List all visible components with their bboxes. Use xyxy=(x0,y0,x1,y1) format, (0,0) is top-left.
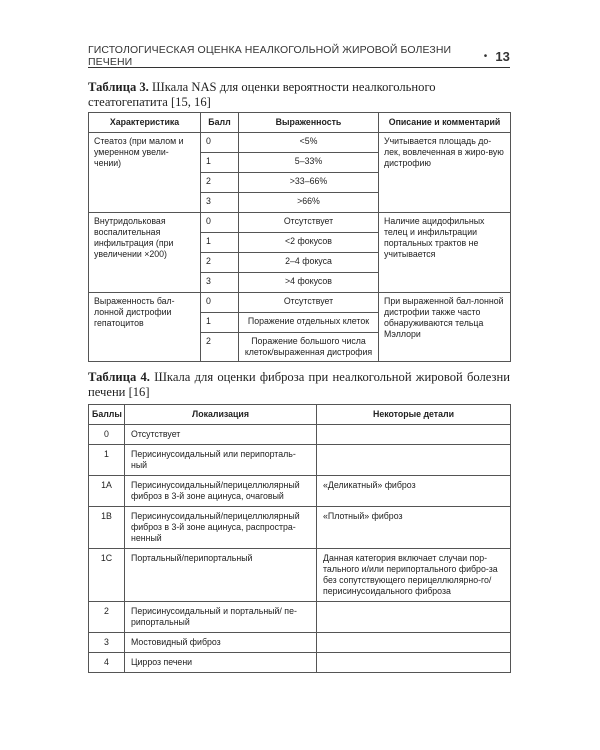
details-cell xyxy=(317,653,511,673)
severity-cell: >33–66% xyxy=(239,173,379,193)
table-row xyxy=(89,133,511,153)
score-cell: 2 xyxy=(89,602,125,633)
details-cell xyxy=(317,425,511,445)
severity-cell: Отсутствует xyxy=(239,293,379,313)
table3-col-header: Характеристика xyxy=(89,113,201,133)
severity-cell: Отсутствует xyxy=(239,213,379,233)
running-header-title: ГИСТОЛОГИЧЕСКАЯ ОЦЕНКА НЕАЛКОГОЛЬНОЙ ЖИРОВОЙ БОЛЕЗНИ ПЕЧЕНИ xyxy=(88,44,452,68)
table3-col-header: Выраженность xyxy=(239,113,379,133)
page-number: 13 xyxy=(495,48,510,64)
table-row xyxy=(89,476,511,507)
table-row xyxy=(89,445,511,476)
details-cell xyxy=(317,602,511,633)
table3-header-row xyxy=(89,113,511,133)
details-cell xyxy=(317,633,511,653)
score-cell: 2 xyxy=(201,173,239,193)
fibrosis-score-table xyxy=(88,404,511,673)
score-cell: 0 xyxy=(201,293,239,313)
comment-cell: Учитывается площадь до-лек, вовлеченная в жиро-вую дистрофию xyxy=(379,133,511,213)
severity-cell: <2 фокусов xyxy=(239,233,379,253)
severity-cell: <5% xyxy=(239,133,379,153)
nas-score-table xyxy=(88,112,511,362)
details-cell xyxy=(317,445,511,476)
score-cell: 0 xyxy=(201,213,239,233)
table-row xyxy=(89,213,511,233)
score-cell: 2 xyxy=(201,333,239,362)
score-cell: 3 xyxy=(201,273,239,293)
score-cell: 1B xyxy=(89,507,125,549)
score-cell: 0 xyxy=(201,133,239,153)
location-cell: Перисинусоидальный/перицеллюлярный фиброз в 3-й зоне ацинуса, очаговый xyxy=(125,476,317,507)
score-cell: 3 xyxy=(89,633,125,653)
score-cell: 1 xyxy=(201,153,239,173)
severity-cell: >66% xyxy=(239,193,379,213)
location-cell: Портальный/перипортальный xyxy=(125,549,317,602)
details-cell: Данная категория включает случаи пор-тального и/или перипортального фибро-за без сопутствующего перицеллюлярно-го/перисинусоидального фиброза xyxy=(317,549,511,602)
table-row xyxy=(89,633,511,653)
score-cell: 4 xyxy=(89,653,125,673)
feature-cell: Внутридольковая воспалительная инфильтрация (при увеличении ×200) xyxy=(89,213,201,293)
score-cell: 1A xyxy=(89,476,125,507)
severity-cell: >4 фокусов xyxy=(239,273,379,293)
score-cell: 1C xyxy=(89,549,125,602)
table-row xyxy=(89,425,511,445)
table4-col-header: Баллы xyxy=(89,405,125,425)
severity-cell: Поражение отдельных клеток xyxy=(239,313,379,333)
table4-caption xyxy=(88,370,510,400)
table-row xyxy=(89,293,511,313)
table3-col-header: Балл xyxy=(201,113,239,133)
table4-col-header: Некоторые детали xyxy=(317,405,511,425)
location-cell: Перисинусоидальный или перипорталь-ный xyxy=(125,445,317,476)
table3-col-header: Описание и комментарий xyxy=(379,113,511,133)
table3-caption xyxy=(88,80,510,110)
table-row xyxy=(89,602,511,633)
location-cell: Мостовидный фиброз xyxy=(125,633,317,653)
table4-col-header: Локализация xyxy=(125,405,317,425)
header-bullet: • xyxy=(483,50,488,62)
feature-cell: Выраженность бал-лонной дистрофии гепатоцитов xyxy=(89,293,201,362)
location-cell: Перисинусоидальный и портальный/ пе-рипортальный xyxy=(125,602,317,633)
table-row xyxy=(89,507,511,549)
table4-caption-text: Шкала для оценки фиброза при неалкогольной жировой болезни печени [16] xyxy=(88,370,510,399)
score-cell: 3 xyxy=(201,193,239,213)
details-cell: «Плотный» фиброз xyxy=(317,507,511,549)
location-cell: Перисинусоидальный/перицеллюлярный фиброз в 3-й зоне ацинуса, распростра-ненный xyxy=(125,507,317,549)
score-cell: 0 xyxy=(89,425,125,445)
table3-caption-label: Таблица 3. xyxy=(88,80,149,94)
details-cell: «Деликатный» фиброз xyxy=(317,476,511,507)
severity-cell: 2–4 фокуса xyxy=(239,253,379,273)
severity-cell: Поражение большого числа клеток/выраженная дистрофия xyxy=(239,333,379,362)
running-header xyxy=(88,46,510,66)
comment-cell: При выраженной бал-лонной дистрофии также часто обнаруживаются тельца Мэллори xyxy=(379,293,511,362)
score-cell: 2 xyxy=(201,253,239,273)
location-cell: Цирроз печени xyxy=(125,653,317,673)
table3-caption-text: Шкала NAS для оценки вероятности неалкогольного стеатогепатита [15, 16] xyxy=(88,80,436,109)
score-cell: 1 xyxy=(201,233,239,253)
feature-cell: Стеатоз (при малом и умеренном увели-чении) xyxy=(89,133,201,213)
location-cell: Отсутствует xyxy=(125,425,317,445)
table4-caption-label: Таблица 4. xyxy=(88,370,150,384)
severity-cell: 5–33% xyxy=(239,153,379,173)
comment-cell: Наличие ацидофильных телец и инфильтрации портальных трактов не учитывается xyxy=(379,213,511,293)
score-cell: 1 xyxy=(89,445,125,476)
header-rule xyxy=(88,67,510,68)
table-row xyxy=(89,549,511,602)
table4-header-row xyxy=(89,405,511,425)
score-cell: 1 xyxy=(201,313,239,333)
table-row xyxy=(89,653,511,673)
